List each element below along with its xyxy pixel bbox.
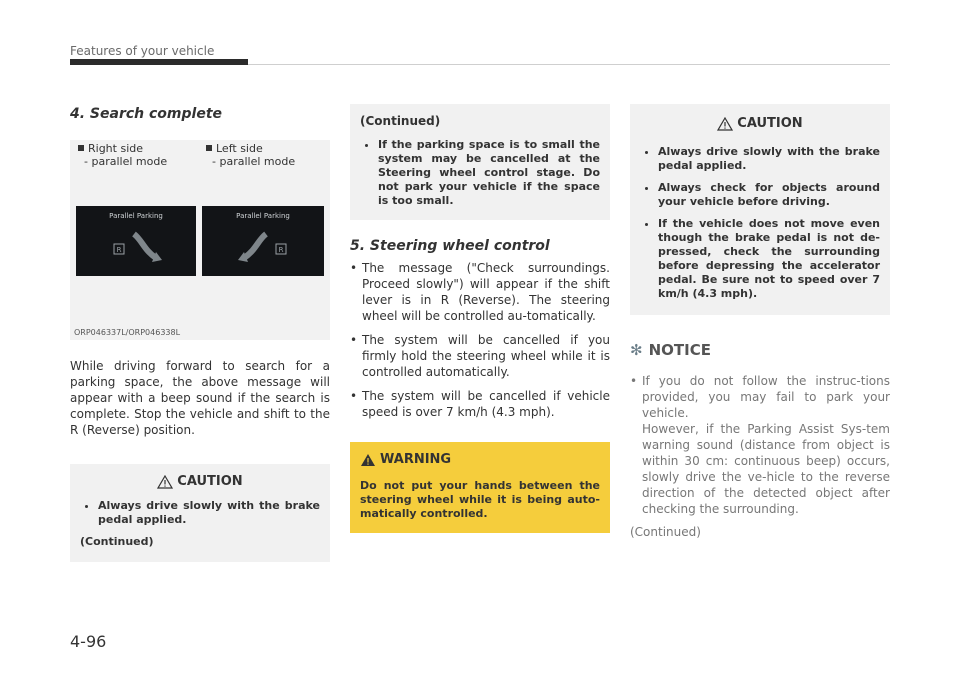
continued-heading: (Continued) (360, 114, 441, 128)
warning-text: Do not put your hands between the steering wheel while it is being auto-matically controlled. (360, 479, 600, 520)
header-rule (248, 64, 890, 65)
section-title-steering-control: 5. Steering wheel control (350, 238, 550, 254)
caution-item: • If the vehicle does not move even though the brake pedal is not de-pressed, check the surrounding before depressing the accelerator pedal. Be sure not to speed over 7 km/h (4.3 mph). (658, 217, 880, 301)
page-number: 4-96 (70, 632, 107, 651)
notice-heading: ✻ NOTICE (630, 341, 711, 359)
caution-item: • Always drive slowly with the brake pedal applied. (658, 145, 880, 173)
bullet-item: • The system will be cancelled if you firmly hold the steering wheel while it is controlled automatically. (362, 332, 610, 380)
svg-text:R: R (116, 246, 122, 254)
caution-box-1 (70, 464, 330, 562)
column-middle (350, 104, 610, 533)
warning-triangle-icon (360, 453, 376, 467)
figure-code: ORP046337L/ORP046338L (74, 328, 181, 337)
caution-item: • Always check for objects around your vehicle before driving. (658, 181, 880, 209)
display-screen-left: Parallel Parking R (202, 206, 324, 276)
caution-heading: CAUTION (80, 474, 320, 489)
caution-item: • If the parking space is to small the system may be cancelled at the Steering wheel control stage. Do not park your vehicle if the space is too small. (378, 138, 600, 208)
notice-item: • If you do not follow the instruc-tions provided, you may fail to park your vehicle. However, if the Parking Assist Sys-tem warning sound (distance from object is within 30 cm: continuous beep) occurs, slowly drive the ve-hicle to the reverse direction of the detected object after checking the surrounding. (642, 373, 890, 517)
warning-box (350, 442, 610, 533)
figure-search-complete (70, 140, 330, 340)
warning-heading: WARNING (360, 452, 600, 467)
warning-triangle-icon (157, 475, 173, 489)
caution-heading: CAUTION (640, 116, 880, 131)
bullet-item: • The system will be cancelled if vehicle speed is over 7 km/h (4.3 mph). (362, 388, 610, 420)
paragraph-search-complete: While driving forward to search for a parking space, the above message will appear with a beep sound if the search is complete. Stop the vehicle and shift to the R (Reverse) position. (70, 359, 330, 437)
notice-extra: However, if the Parking Assist Sys-tem warning sound (distance from object is within 30 cm: continuous beep) occurs, slowly drive the ve-hicle to the reverse direction of the detected object after checking the surrounding. (642, 422, 890, 516)
continued-caution-box (350, 104, 610, 220)
caution-item: • Always drive slowly with the brake pedal applied. (98, 499, 320, 527)
warning-triangle-icon (717, 117, 733, 131)
parking-path-icon (202, 206, 324, 276)
column-right (630, 104, 890, 539)
display-screen-right: Parallel Parking R (76, 206, 196, 276)
column-left (70, 100, 330, 562)
svg-text:R: R (278, 246, 284, 254)
continued-label: (Continued) (80, 535, 154, 548)
continued-label: (Continued) (630, 525, 701, 539)
asterisk-icon: ✻ (630, 341, 643, 359)
figure-label-left: Left side - parallel mode (206, 142, 295, 168)
square-bullet-icon (78, 145, 84, 151)
bullet-item: • The message ("Check surroundings. Proceed slowly") will appear if the shift lever is in R (Reverse). The steering wheel will be controlled au-tomatically. (362, 260, 610, 324)
figure-label-right: Right side - parallel mode (78, 142, 167, 168)
section-header: Features of your vehicle (70, 44, 215, 58)
square-bullet-icon (206, 145, 212, 151)
header-bar (70, 59, 248, 65)
parking-path-icon (76, 206, 196, 276)
section-title-search-complete: 4. Search complete (70, 106, 223, 122)
caution-box-2 (630, 104, 890, 315)
